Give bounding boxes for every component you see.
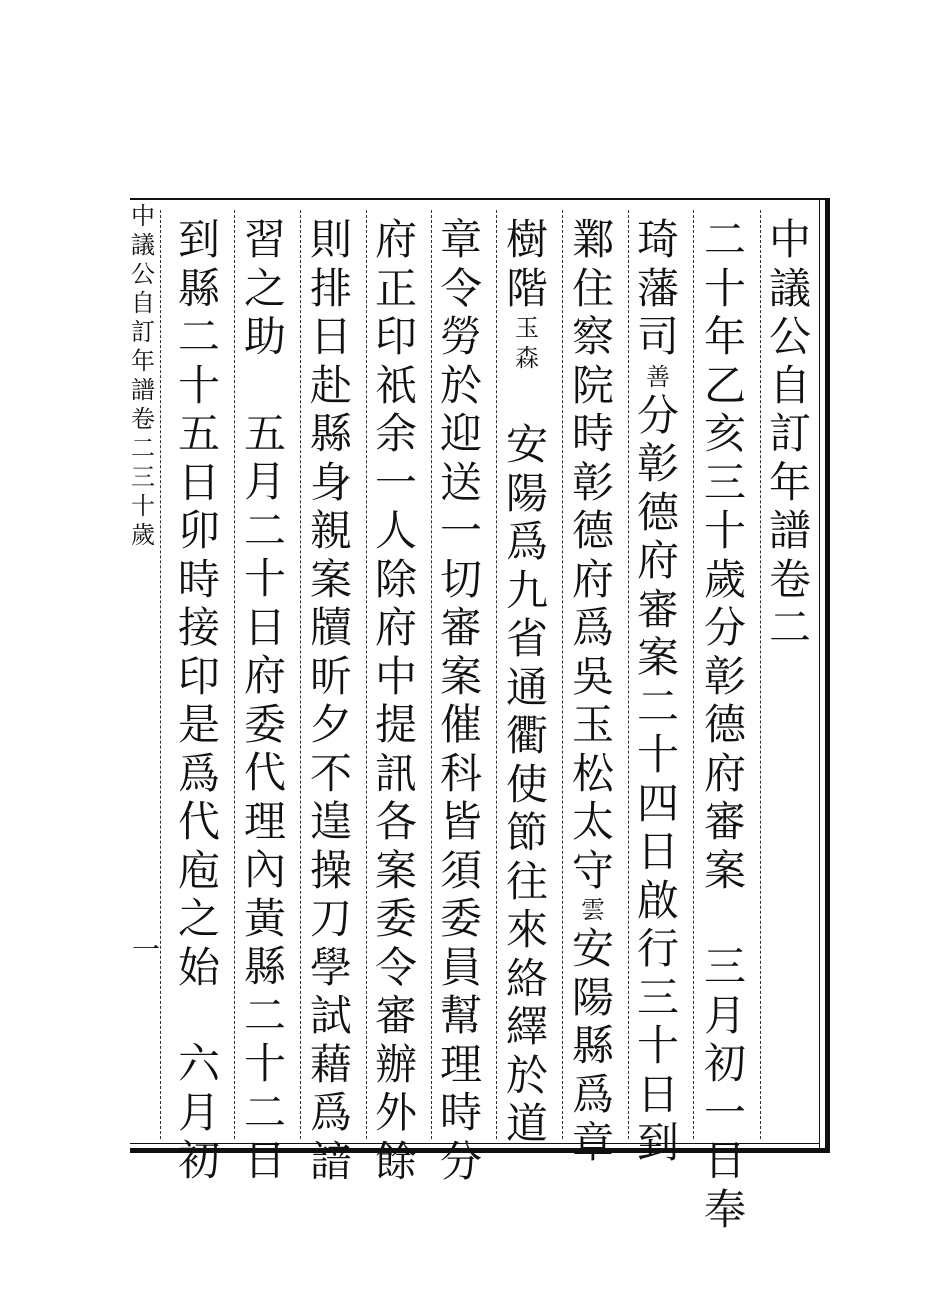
page-frame <box>130 198 830 1234</box>
text-column <box>760 216 820 653</box>
text-column <box>301 216 361 1186</box>
column-text: 章 令 勞 於 迎 送 一 切 審 案 催 科 皆 須 委 員 幫 理 時 分 <box>439 215 482 1186</box>
interlinear-note: 雲 <box>581 896 605 924</box>
column-space <box>235 362 295 410</box>
column-space <box>169 992 229 1040</box>
column-text: 習 之 助 <box>243 215 286 361</box>
column-text: 六 月 初 <box>177 1039 220 1185</box>
column-text: 則 排 日 赴 縣 身 親 案 牘 昕 夕 不 遑 操 刀 學 試 藉 爲 諳 <box>309 215 352 1186</box>
column-text: 鄴 住 察 院 時 彰 德 府 爲 吳 玉 松 太 守 <box>571 215 614 895</box>
column-text: 三 月 初 一 日 奉 <box>703 942 746 1234</box>
column-text: 安 陽 縣 爲 章 <box>571 924 614 1167</box>
block-heart-gutter: 中 議 公 自 訂 年 譜 卷 二 三 十 歲 <box>131 202 155 549</box>
leaf-number: 一 <box>132 933 161 966</box>
column-text: 分 彰 德 府 審 案 二 十 四 日 啟 行 三 十 日 到 <box>636 390 679 1167</box>
text-column <box>563 216 623 1168</box>
text-column <box>431 216 491 1186</box>
text-column <box>497 216 557 1149</box>
column-space <box>497 373 557 421</box>
text-column <box>235 216 295 1186</box>
text-column <box>169 216 229 1186</box>
column-text: 二 十 年 乙 亥 三 十 歲 分 彰 德 府 審 案 <box>703 215 746 895</box>
text-column <box>366 216 426 1186</box>
column-text: 安 陽 爲 九 省 通 衢 使 節 往 來 絡 繹 於 道 <box>505 420 548 1148</box>
column-rule <box>160 210 161 1139</box>
text-column <box>628 216 688 1168</box>
column-text: 樹 階 <box>505 215 548 313</box>
interlinear-note: 善 <box>646 362 670 391</box>
column-text: 琦 藩 司 <box>636 215 679 361</box>
column-text: 府 正 印 祇 余 一 人 除 府 中 提 訊 各 案 委 令 審 辦 外 餘 <box>374 215 417 1186</box>
column-rule <box>693 210 694 1139</box>
column-text: 到 縣 二 十 五 日 卯 時 接 印 是 爲 代 庖 之 始 <box>177 215 220 992</box>
column-text: 中 議 公 自 訂 年 譜 卷 二 <box>768 215 811 652</box>
text-column <box>695 216 755 1234</box>
frame-right-border <box>825 198 830 1153</box>
column-space <box>695 895 755 943</box>
interlinear-note: 玉 森 <box>515 314 539 372</box>
column-text: 五 月 二 十 日 府 委 代 理 內 黃 縣 二 十 二 日 <box>243 408 286 1185</box>
